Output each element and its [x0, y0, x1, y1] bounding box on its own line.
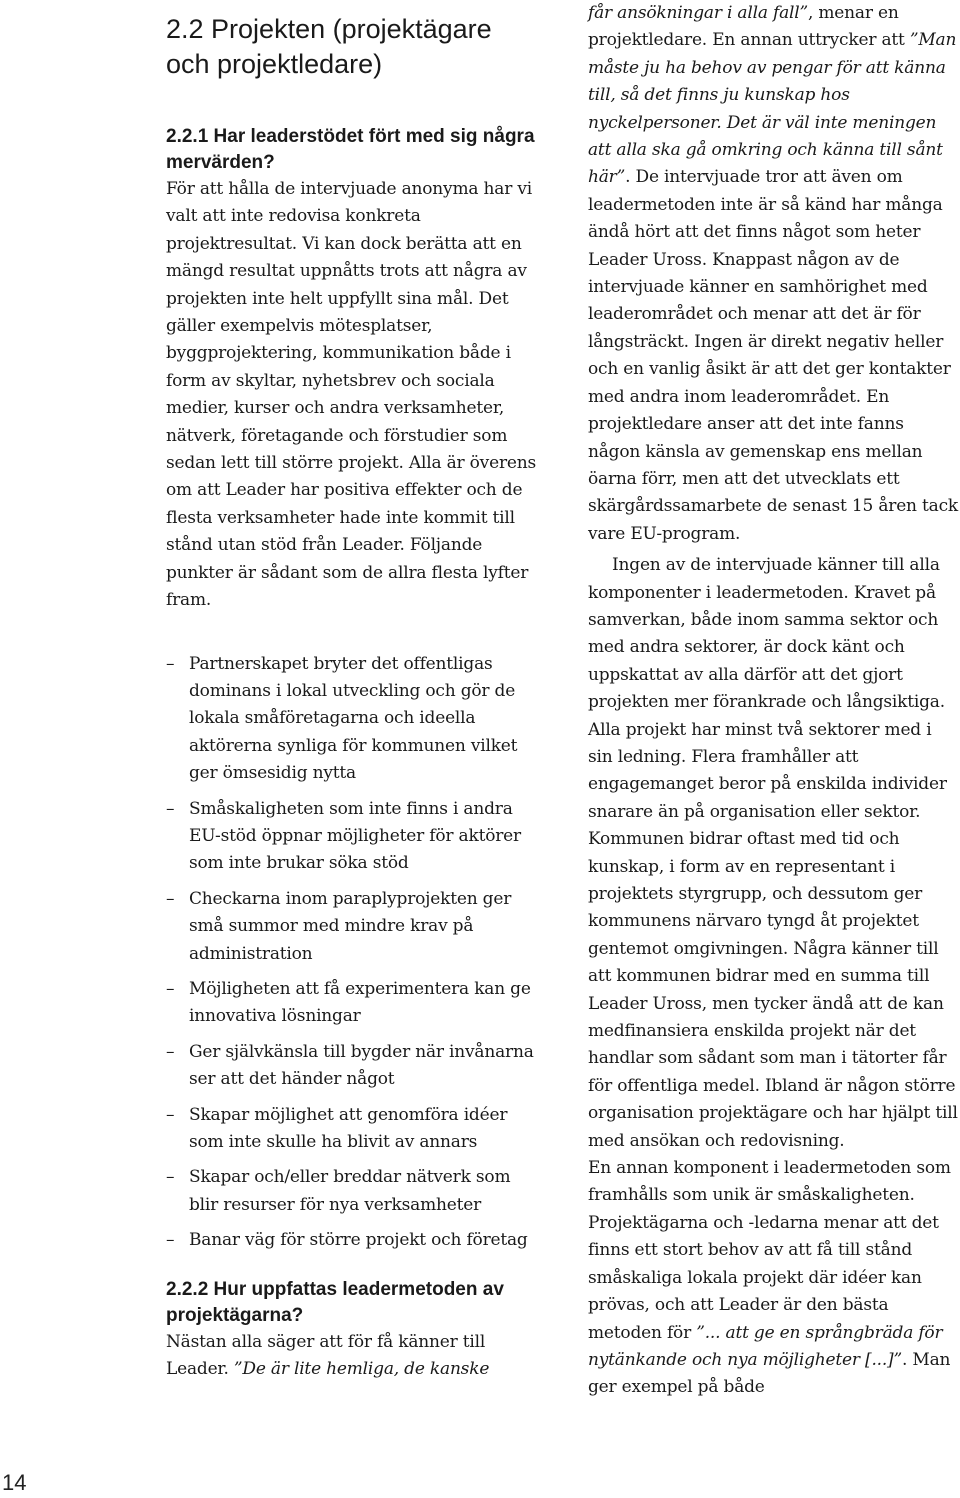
dash-marker: – [166, 1041, 175, 1062]
list-item: – Checkarna inom paraplyprojekten ger små summor med mindre krav på administration [166, 886, 538, 968]
left-column [166, 0, 538, 1383]
list-item: – Möjligheten att få experimentera kan ge innovativa lösningar [166, 976, 538, 1031]
list-item: – Partnerskapet bryter det offentligas dominans i lokal utveckling och gör de lokala småföretagarna och ideella aktörerna synliga för kommunen vilket ger ömsesidig nytta [166, 651, 538, 788]
subsection-heading-1: 2.2.1 Har leaderstödet fört med sig några mervärden? [166, 126, 535, 173]
dash-marker: – [166, 653, 175, 674]
list-item: – Småskaligheten som inte finns i andra EU-stöd öppnar möjligheter för aktörer som inte brukar söka stöd [166, 796, 538, 878]
dash-marker: – [166, 1104, 175, 1125]
section-heading: 2.2 Projekten (projektägare och projektledare) [166, 14, 492, 79]
paragraph-1: För att hålla de intervjuade anonyma har vi valt att inte redovisa konkreta projektresultat. Vi kan dock berätta att en mängd resultat uppnåtts trots att några av projekten inte helt uppfyllt sina mål. Det gäller exempelvis mötesplatser, byggprojektering, kommunikation både i form av skyltar, nyhetsbrev och sociala medier, kurser och andra verksamheter, nätverk, företagande och förstudier som sedan lett till större projekt. Alla är överens om att Leader har positiva effekter och de flesta verksamheter hade inte kommit till stånd utan stöd från Leader. Följande punkter är sådant som de allra flesta lyfter fram. [166, 179, 537, 611]
list-item: – Skapar och/eller breddar nätverk som blir resurser för nya verksamheter [166, 1164, 538, 1219]
subsection-heading-2: 2.2.2 Hur uppfattas leadermetoden av projektägarna? [166, 1278, 504, 1326]
paragraph-2: Nästan alla säger att för få känner till Leader. ”De är lite hemliga, de kanske [166, 1331, 490, 1380]
paragraph-5: En annan komponent i leadermetoden som framhålls som unik är småskaligheten. Projektägarna och -ledarna menar att det finns ett stort behov av att få till stånd småskaliga lokala projekt där idéer kan prövas, och att Leader är den bästa metoden för ”... att ge en språngbräda för nytänkande och nya möjligheter [...]”. Man ger exempel på både [588, 1158, 951, 1398]
dash-marker: – [166, 798, 175, 819]
dash-marker: – [166, 1230, 175, 1251]
benefit-list [166, 651, 538, 1255]
list-item: – Ger självkänsla till bygder när invånarna ser att det händer något [166, 1039, 538, 1094]
paragraph-4: Ingen av de intervjuade känner till alla komponenter i leadermetoden. Kravet på samverkan, både inom samma sektor och med andra sektorer, är dock känt och uppskattat av alla därför att det gjort projekten mer förankrade och långsiktiga. Alla projekt har minst två sektorer med i sin ledning. Flera framhåller att engagemanget beror på enskilda individer snarare än på organisation eller sektor. Kommunen bidrar oftast med tid och kunskap, i form av en representant i projektets styrgrupp, och dessutom ger kommunens närvaro tyngd åt projektet gentemot omgivningen. Några känner till att kommunen bidrar med en summa till Leader Uross, men tycker ändå att de kan medfinansiera enskilda projekt när det handlar som sådant som man i tätorter får för offentliga medel. Ibland är någon större organisation projektägare och har hjälpt till med ansökan och redovisning. [588, 555, 958, 1151]
list-item: – Skapar möjlighet att genomföra idéer som inte skulle ha blivit av annars [166, 1102, 538, 1157]
page-number: 14 [2, 1470, 27, 1495]
dash-marker: – [166, 888, 175, 909]
dash-marker: – [166, 1167, 175, 1188]
right-column [588, 0, 960, 1402]
paragraph-3: får ansökningar i alla fall”, menar en projektledare. En annan uttrycker att ”Man måste ju ha behov av pengar för att känna till, så det finns ju kunskap hos nyckelpersoner. Det är väl inte meningen att alla ska gå omkring och känna till sånt här”. De intervjuade tror att även om leadermetoden inte är så känd har många ändå hört att det finns något som heter Leader Uross. Knappast någon av de intervjuade känner en samhörighet med leaderområdet och menar att det är för långsträckt. Ingen är direkt negativ heller och en vanlig åsikt är att det ger kontakter med andra inom leaderområdet. En projektledare anser att det inte fanns någon känsla av gemenskap ens mellan öarna förr, men att det utvecklats ett skärgårdssamarbete de senast 15 åren tack vare EU-program. [588, 3, 958, 544]
dash-marker: – [166, 978, 175, 999]
list-item: – Banar väg för större projekt och företag [166, 1227, 538, 1254]
